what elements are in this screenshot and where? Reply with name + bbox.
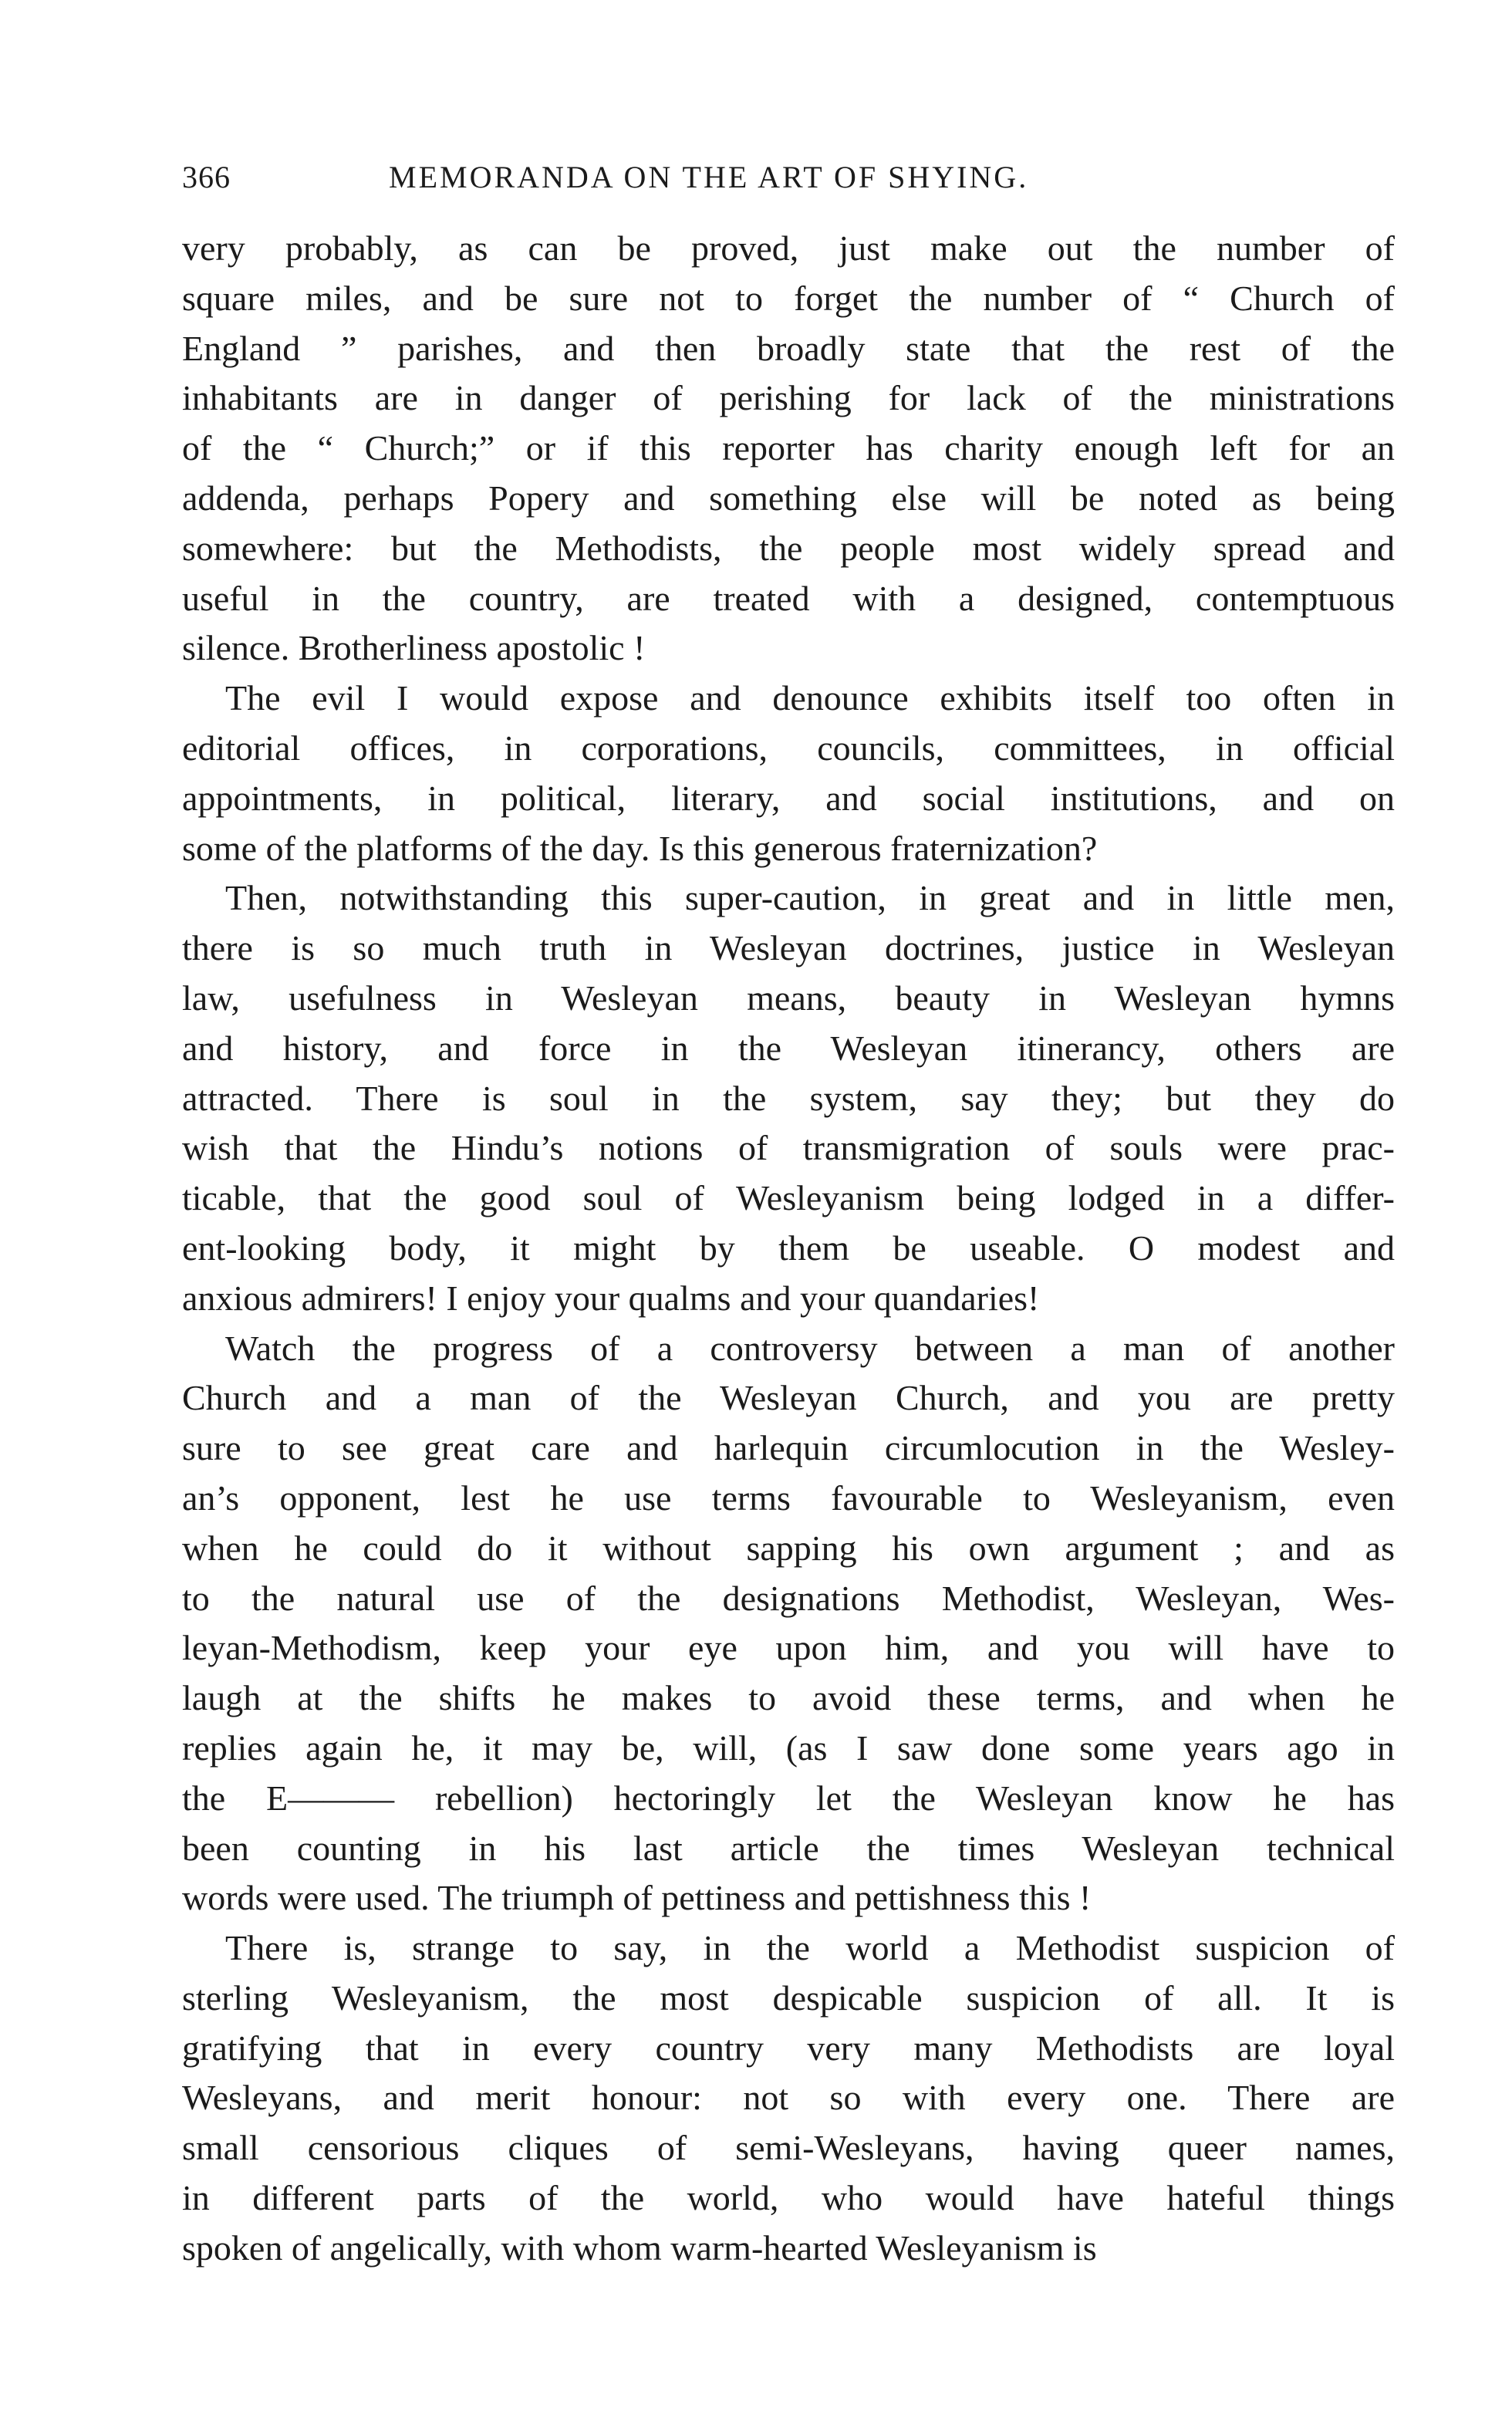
- text-line: somewhere: but the Methodists, the people most widely spread and: [182, 528, 1395, 568]
- text-line: very probably, as can be proved, just make out the number of: [182, 228, 1395, 268]
- text-line: editorial offices, in corporations, councils, committees, in official: [182, 728, 1395, 768]
- paragraph: [182, 873, 1395, 1323]
- text-line: replies again he, it may be, will, (as I saw done some years ago in: [182, 1727, 1395, 1768]
- text-line: Church and a man of the Wesleyan Church, and you are pretty: [182, 1378, 1395, 1418]
- text-line: sterling Wesleyanism, the most despicable suspicion of all. It is: [182, 1977, 1395, 2018]
- text-line: the E——— rebellion) hectoringly let the Wesleyan know he has: [182, 1778, 1395, 1818]
- text-line: of the “ Church;” or if this reporter has charity enough left for an: [182, 428, 1395, 468]
- text-line: attracted. There is soul in the system, say they; but they do: [182, 1078, 1395, 1118]
- text-line: to the natural use of the designations Methodist, Wesleyan, Wes-: [182, 1578, 1395, 1618]
- paragraph: [182, 224, 1395, 674]
- paragraph: [182, 1324, 1395, 1924]
- running-head: [182, 159, 1395, 205]
- text-line: and history, and force in the Wesleyan itinerancy, others are: [182, 1028, 1395, 1068]
- text-line: addenda, perhaps Popery and something else will be noted as being: [182, 478, 1395, 518]
- text-line: ticable, that the good soul of Wesleyanism being lodged in a differ-: [182, 1178, 1395, 1218]
- text-line: law, usefulness in Wesleyan means, beauty in Wesleyan hymns: [182, 978, 1395, 1018]
- text-line: The evil I would expose and denounce exhibits itself too often in: [225, 678, 1395, 718]
- text-line: gratifying that in every country very many Methodists are loyal: [182, 2028, 1395, 2068]
- paragraph: [182, 674, 1395, 873]
- text-line: when he could do it without sapping his own argument ; and as: [182, 1528, 1395, 1568]
- text-line: useful in the country, are treated with a designed, contemptuous: [182, 578, 1395, 618]
- text-line: an’s opponent, lest he use terms favourable to Wesleyanism, even: [182, 1477, 1395, 1518]
- text-line: small censorious cliques of semi-Wesleyans, having queer names,: [182, 2128, 1395, 2168]
- text-line: square miles, and be sure not to forget the number of “ Church of: [182, 278, 1395, 318]
- book-page: [182, 159, 1395, 2274]
- text-line: some of the platforms of the day. Is this generous fraternization?: [182, 828, 1098, 868]
- text-line: sure to see great care and harlequin circumlocution in the Wesley-: [182, 1428, 1395, 1468]
- text-line: inhabitants are in danger of perishing for lack of the ministrations: [182, 378, 1395, 418]
- text-line: Watch the progress of a controversy between a man of another: [225, 1328, 1395, 1368]
- running-title: MEMORANDA ON THE ART OF SHYING.: [389, 160, 1029, 194]
- text-line: wish that the Hindu’s notions of transmigration of souls were prac-: [182, 1128, 1395, 1168]
- text-line: leyan-Methodism, keep your eye upon him, and you will have to: [182, 1628, 1395, 1668]
- text-line: Then, notwithstanding this super-caution, in great and in little men,: [225, 878, 1395, 918]
- text-line: words were used. The triumph of pettiness and pettishness this !: [182, 1878, 1092, 1918]
- paragraph: [182, 1923, 1395, 2274]
- text-line: There is, strange to say, in the world a Methodist suspicion of: [225, 1928, 1395, 1968]
- page-number: 366: [182, 160, 231, 194]
- text-line: Wesleyans, and merit honour: not so with every one. There are: [182, 2078, 1395, 2118]
- page-body: [182, 224, 1395, 2274]
- text-line: ent-looking body, it might by them be useable. O modest and: [182, 1228, 1395, 1268]
- text-line: appointments, in political, literary, and social institutions, and on: [182, 778, 1395, 818]
- text-line: laugh at the shifts he makes to avoid these terms, and when he: [182, 1678, 1395, 1718]
- text-line: spoken of angelically, with whom warm-hearted Wesleyanism is: [182, 2227, 1097, 2268]
- text-line: England ” parishes, and then broadly state that the rest of the: [182, 328, 1395, 368]
- text-line: been counting in his last article the times Wesleyan technical: [182, 1828, 1395, 1868]
- text-line: anxious admirers! I enjoy your qualms and your quandaries!: [182, 1278, 1040, 1318]
- text-line: in different parts of the world, who would have hateful things: [182, 2178, 1395, 2218]
- text-line: silence. Brotherliness apostolic !: [182, 628, 646, 668]
- text-line: there is so much truth in Wesleyan doctrines, justice in Wesleyan: [182, 928, 1395, 968]
